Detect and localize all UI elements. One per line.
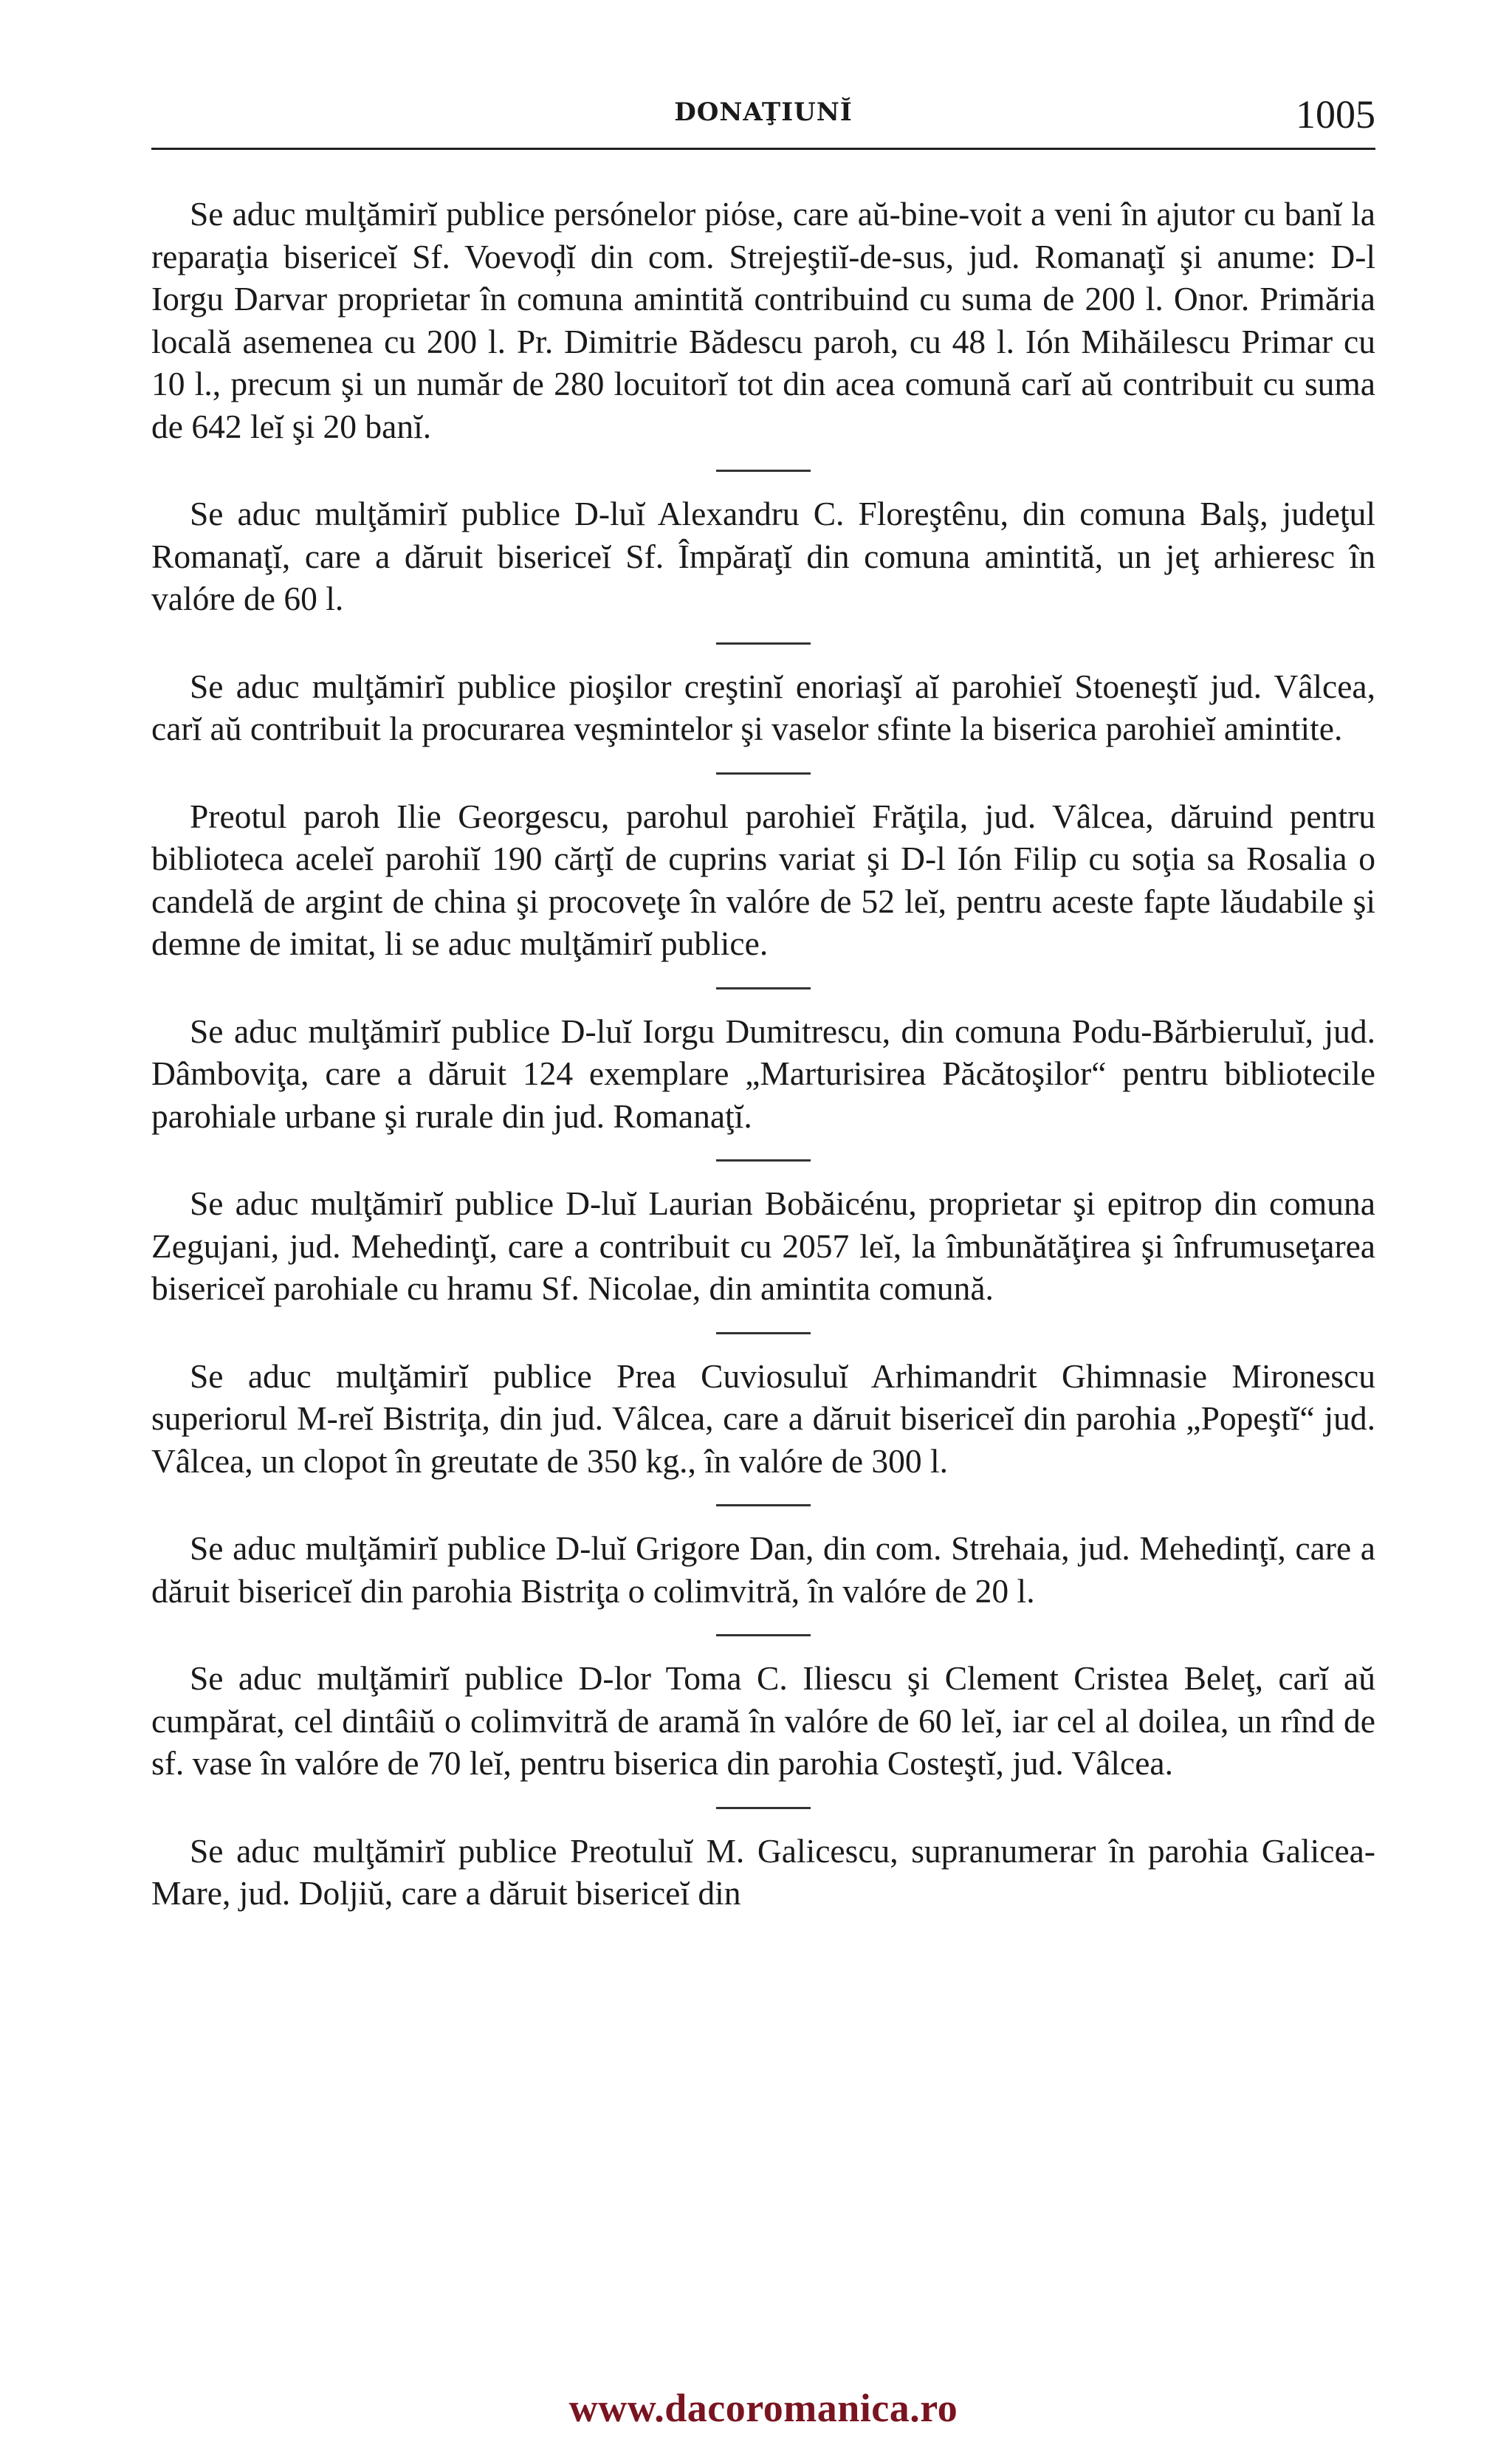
separator-rule bbox=[716, 772, 811, 775]
separator-rule bbox=[716, 1159, 811, 1162]
running-title: DONAŢIUNĬ bbox=[674, 97, 853, 127]
watermark-url: www.dacoromanica.ro bbox=[568, 2386, 958, 2430]
paragraph-galicescu: Se aduc mulţămirĭ publice Preotuluĭ M. Galicescu, supranumerar în parohia Galicea-Mare, jud. Doljiŭ, care a dăruit bisericeĭ din bbox=[151, 1831, 1375, 1912]
separator-rule bbox=[716, 1807, 811, 1809]
paragraph-strejesti-donations: Se aduc mulţămirĭ publice persónelor piόse, care aŭ-bine-voit a veni în ajutor cu banĭ la reparaţia bisericeĭ Sf. Voevoḑĭ din com. Strejeştiĭ-de-sus, jud. Romanaţĭ şi anume: D-l Iorgu Darvar proprietar în comuna amintită contribuind cu suma de 200 l. Onor. Primăria locală asemenea cu 200 l. Pr. Dimitrie Bădescu paroh, cu 48 l. Ión Mihăilescu Primar cu 10 l., precum şi un număr de 280 locuitorĭ tot din acea comună carĭ aŭ contribuit cu suma de 642 leĭ şi 20 banĭ. bbox=[151, 195, 1375, 445]
paragraph-dumitrescu: Se aduc mulţămirĭ publice D-luĭ Iorgu Dumitrescu, din comuna Podu-Bărbieruluĭ, jud. Dâmboviţa, care a dăruit 124 exemplare „Marturisirea Păcătoşilor“ pentru bibliotecile parohiale urbane şi rurale din jud. Romanaţĭ. bbox=[151, 1012, 1375, 1135]
paragraph-bobaicenu: Se aduc mulţămirĭ publice D-luĭ Laurian Bobăicénu, proprietar şi epitrop din comuna Zegujani, jud. Mehedinţĭ, care a contribuit cu 2057 leĭ, la îmbunătăţirea şi înfrumuseţarea bisericeĭ parohiale cu hramu Sf. Nicolae, din amintita comună. bbox=[151, 1184, 1375, 1307]
paragraph-stoenesti: Se aduc mulţămirĭ publice pioşilor creştinĭ enoriaşĭ aĭ parohieĭ Stoeneştĭ jud. Vâlcea, carĭ aŭ contribuit la procurarea veşmintelor şi vaselor sfinte la biserica parohieĭ amintite. bbox=[151, 667, 1375, 747]
paragraph-fratila: Preotul paroh Ilie Georgescu, parohul parohieĭ Frăţila, jud. Vâlcea, dăruind pentru biblioteca aceleĭ parohiĭ 190 cărţĭ de cuprins variat şi D-l Ión Filip cu soţia sa Rosalia o candelă de argint de china şi procoveţe în valóre de 52 leĭ, pentru aceste fapte lăudabile şi demne de imitat, li se aduc mulţămirĭ publice. bbox=[151, 797, 1375, 962]
separator-rule bbox=[716, 1504, 811, 1506]
paragraph-mironescu: Se aduc mulţămirĭ publice Prea Cuviosuluĭ Arhimandrit Ghimnasie Mironescu superiorul M-reĭ Bistriţa, din jud. Vâlcea, care a dăruit bisericeĭ din parohia „Popeştĭ“ jud. Vâlcea, un clopot în greutate de 350 kg., în valóre de 300 l. bbox=[151, 1356, 1375, 1480]
page-content bbox=[151, 150, 1375, 1915]
document-page bbox=[151, 81, 1375, 2430]
paragraph-florestenu: Se aduc mulţămirĭ publice D-luĭ Alexandru C. Floreştênu, din comuna Balş, judeţul Romanaţĭ, care a dăruit bisericeĭ Sf. Împăraţĭ din comuna amintită, un jeţ arhieresc în valóre de 60 l. bbox=[151, 495, 1375, 617]
separator-rule bbox=[716, 1332, 811, 1334]
separator-rule bbox=[716, 987, 811, 989]
separator-rule bbox=[716, 1634, 811, 1636]
page-header bbox=[151, 81, 1375, 150]
separator-rule bbox=[716, 642, 811, 645]
separator-rule bbox=[716, 470, 811, 472]
page-number: 1005 bbox=[1296, 92, 1375, 137]
paragraph-iliescu-belet: Se aduc mulţămirĭ publice D-lor Toma C. Iliescu şi Clement Cristea Beleţ, carĭ aŭ cumpărat, cel dintâiŭ o colimvitră de aramă în valóre de 60 leĭ, iar cel al doilea, un rînd de sf. vase în valóre de 70 leĭ, pentru biserica din parohia Costeştĭ, jud. Vâlcea. bbox=[151, 1659, 1375, 1782]
paragraph-grigore-dan: Se aduc mulţămirĭ publice D-luĭ Grigore Dan, din com. Strehaia, jud. Mehedinţĭ, care a dăruit bisericeĭ din parohia Bistriţa o colimvitră, în valóre de 20 l. bbox=[151, 1529, 1375, 1610]
